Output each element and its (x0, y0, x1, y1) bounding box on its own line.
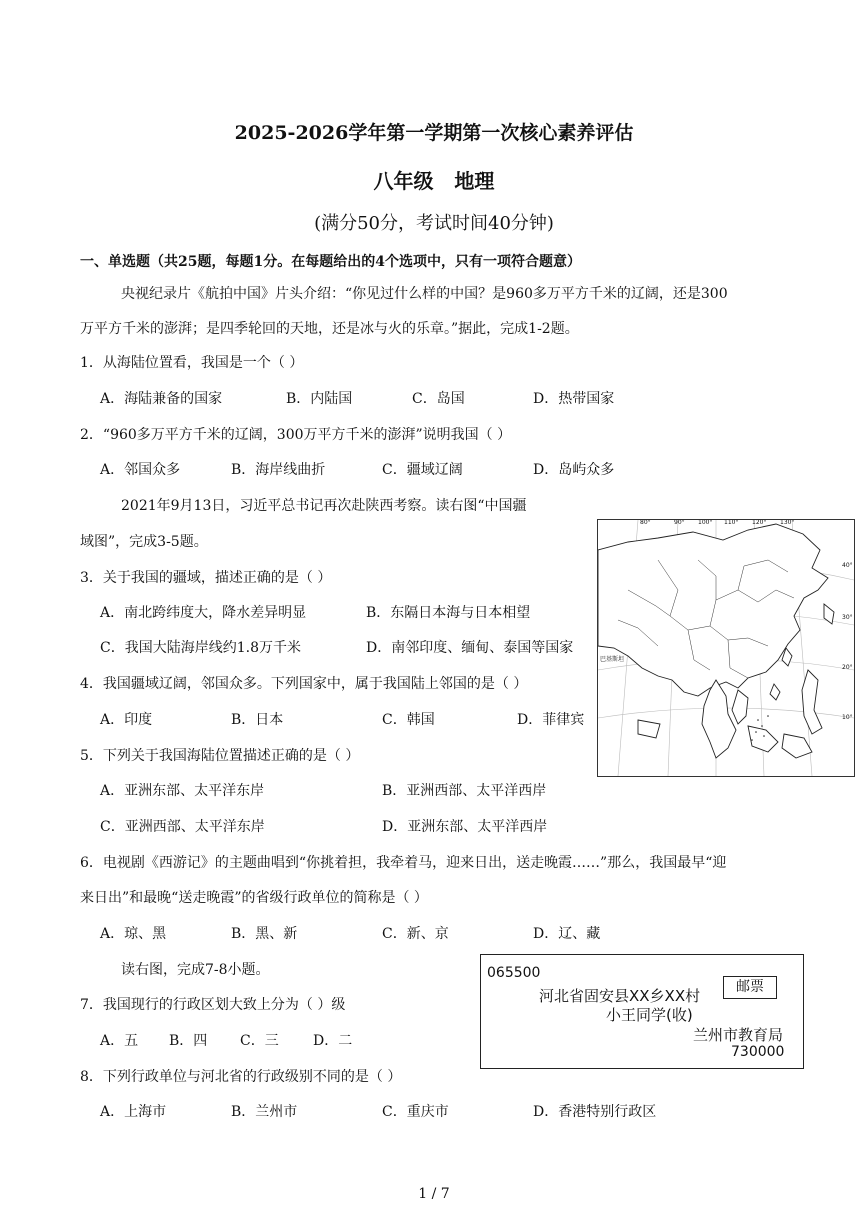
q3-option-d: D．南邻印度、缅甸、泰国等国家 (366, 640, 574, 656)
envelope-recipient: 小王同学(收) (606, 1006, 693, 1024)
q1-option-d: D．热带国家 (533, 391, 615, 407)
q2-option-a: A．邻国众多 (100, 462, 181, 478)
envelope-postcode-from: 730000 (731, 1044, 785, 1060)
china-territory-map (597, 519, 855, 777)
passage1-line1: 央视纪录片《航拍中国》片头介绍：“你见过什么样的中国？是960多万平方千米的辽阔，还是300 (121, 286, 728, 302)
map-tick-130: 130° (780, 519, 795, 526)
q1-option-c: C．岛国 (412, 391, 465, 407)
q1-option-b: B．内陆国 (286, 391, 353, 407)
question-1: 1．从海陆位置看，我国是一个（ ） (80, 355, 304, 371)
q3-option-a: A．南北跨纬度大，降水差异明显 (100, 605, 307, 621)
envelope-figure (480, 954, 804, 1069)
question-7: 7．我国现行的行政区划大致上分为（ ）级 (80, 997, 346, 1013)
map-tick-90: 90° (674, 519, 685, 526)
question-2: 2．“960多万平方千米的辽阔，300万平方千米的澎湃”说明我国（ ） (80, 427, 512, 443)
q7-option-a: A．五 (100, 1033, 139, 1049)
map-tick-80: 80° (640, 519, 651, 526)
q5-option-d: D．亚洲东部、太平洋西岸 (382, 819, 548, 835)
envelope-sender: 兰州市教育局 (693, 1026, 784, 1044)
q8-option-d: D．香港特别行政区 (533, 1104, 657, 1120)
q2-option-b: B．海岸线曲折 (231, 462, 326, 478)
exam-title: 2025-2026学年第一学期第一次核心素养评估 (234, 122, 634, 144)
map-tick-10n: 10° (842, 714, 853, 721)
q7-option-b: B．四 (169, 1033, 208, 1049)
q3-option-b: B．东隔日本海与日本相望 (366, 605, 531, 621)
map-tick-30n: 30° (842, 614, 853, 621)
q6-option-c: C．新、京 (382, 926, 449, 942)
section-heading: 一、单选题（共25题，每题1分。在每题给出的4个选项中，只有一项符合题意） (80, 254, 581, 270)
envelope-stamp: 邮票 (723, 976, 777, 999)
question-3: 3．关于我国的疆域，描述正确的是（ ） (80, 570, 332, 586)
passage1-line2: 万平方千米的澎湃；是四季轮回的天地，还是冰与火的乐章。”据此，完成1-2题。 (80, 321, 579, 337)
q4-option-c: C．韩国 (382, 712, 435, 728)
q6-option-b: B．黑、新 (231, 926, 298, 942)
passage2-line2: 域图”，完成3-5题。 (80, 534, 208, 550)
question-4: 4．我国疆域辽阔，邻国众多。下列国家中，属于我国陆上邻国的是（ ） (80, 676, 528, 692)
map-label-left: 巴基斯坦 (600, 656, 625, 663)
q1-option-a: A．海陆兼备的国家 (100, 391, 223, 407)
q5-option-b: B．亚洲西部、太平洋西岸 (382, 783, 547, 799)
q6-option-a: A．琼、黑 (100, 926, 167, 942)
q7-option-c: C．三 (240, 1033, 279, 1049)
map-tick-120: 120° (752, 519, 767, 526)
page-number: 1 / 7 (418, 1186, 450, 1202)
q4-option-d: D．菲律宾 (517, 712, 585, 728)
question-6-line1: 6．电视剧《西游记》的主题曲唱到“你挑着担，我牵着马，迎来日出，送走晚霞……”那么，我国最早“迎 (80, 855, 727, 871)
map-tick-20n: 20° (842, 664, 853, 671)
q3-option-c: C．我国大陆海岸线约1.8万千米 (100, 640, 301, 656)
q4-option-b: B．日本 (231, 712, 284, 728)
q5-option-a: A．亚洲东部、太平洋东岸 (100, 783, 265, 799)
passage3-line1: 读右图，完成7-8小题。 (121, 962, 270, 978)
q4-option-a: A．印度 (100, 712, 153, 728)
q8-option-c: C．重庆市 (382, 1104, 449, 1120)
question-5: 5．下列关于我国海陆位置描述正确的是（ ） (80, 748, 360, 764)
passage2-line1: 2021年9月13日，习近平总书记再次赴陕西考察。读右图“中国疆 (121, 498, 527, 514)
map-tick-110: 110° (724, 519, 739, 526)
map-tick-40n: 40° (842, 562, 853, 569)
envelope-postcode-to: 065500 (487, 965, 541, 981)
exam-note: (满分50分，考试时间40分钟) (314, 213, 554, 234)
question-6-line2: 来日出”和最晚“送走晚霞”的省级行政单位的简称是（ ） (80, 890, 428, 906)
envelope-address: 河北省固安县XX乡XX村 (539, 987, 701, 1005)
q8-option-a: A．上海市 (100, 1104, 167, 1120)
q8-option-b: B．兰州市 (231, 1104, 298, 1120)
q5-option-c: C．亚洲西部、太平洋东岸 (100, 819, 265, 835)
q7-option-d: D．二 (313, 1033, 353, 1049)
q6-option-d: D．辽、藏 (533, 926, 601, 942)
map-tick-100: 100° (698, 519, 713, 526)
q2-option-c: C．疆域辽阔 (382, 462, 463, 478)
exam-subject: 八年级 地理 (373, 169, 495, 193)
question-8: 8．下列行政单位与河北省的行政级别不同的是（ ） (80, 1069, 402, 1085)
q2-option-d: D．岛屿众多 (533, 462, 615, 478)
